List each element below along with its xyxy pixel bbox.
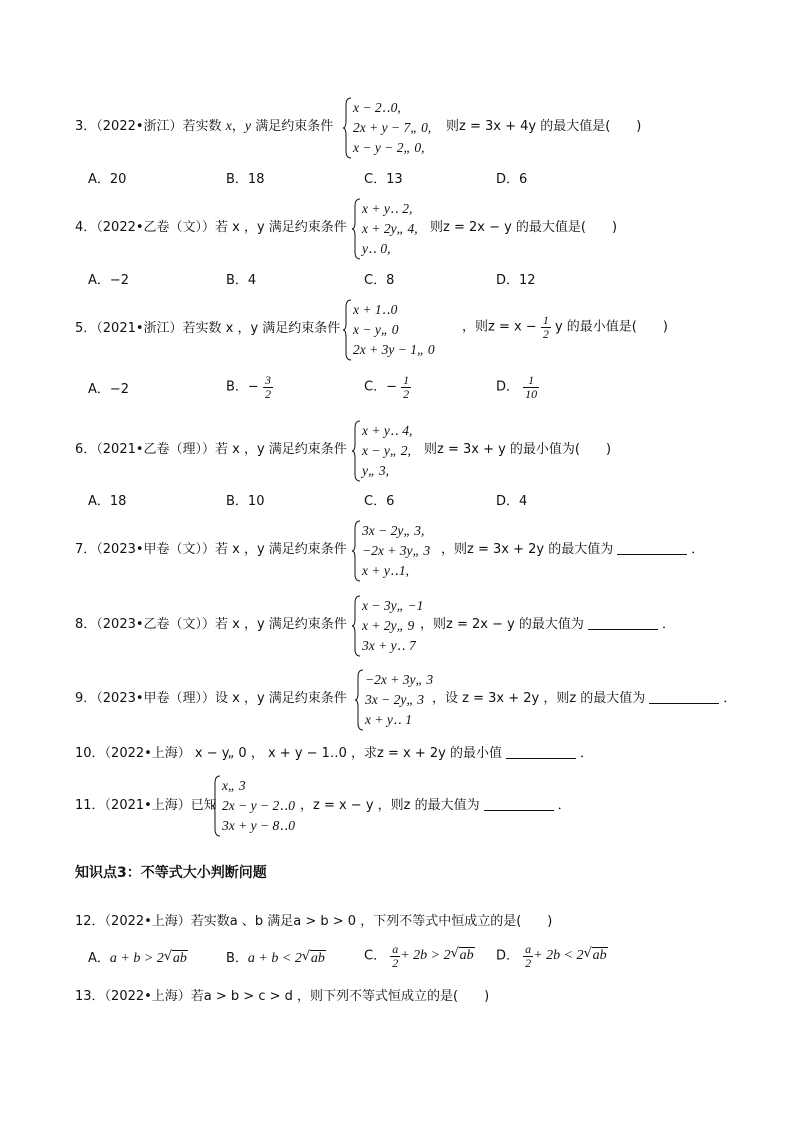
problem-7-question: ，则z = 3x + 2y 的最大值为 ． — [441, 542, 705, 557]
brace-icon — [343, 97, 353, 159]
problem-3-question: 则z = 3x + 4y 的最大值是( ) — [446, 119, 642, 134]
problem-4-question: 则z = 2x − y 的最大值是( ) — [430, 220, 618, 235]
problem-8-stem: 8．（2023•乙卷（文））若 x ，y 满足约束条件 — [75, 617, 347, 632]
problem-4-stem: 4．（2022•乙卷（文））若 x ，y 满足约束条件 — [75, 220, 347, 235]
option-c: C．8 — [364, 273, 395, 288]
brace-icon — [343, 299, 353, 361]
option-b: B．a + b < 2√ ab — [226, 952, 326, 966]
answer-blank[interactable] — [506, 758, 576, 759]
constraint-system-5: x + 1‥0 x − y„ 0 2x + 3y − 1„ 0 — [343, 299, 453, 361]
section-heading: 知识点3：不等式大小判断问题 — [75, 865, 267, 881]
option-b: B．− $\frac{3}{2}$ — [226, 373, 271, 401]
option-a: A．18 — [88, 494, 127, 509]
answer-blank[interactable] — [649, 703, 719, 704]
problem-5-question: ，则z = x − $\frac{1}{2}$ y 的最小值是( ) — [462, 313, 668, 341]
brace-icon — [212, 775, 222, 837]
problem-10-text: 10．（2022•上海） x − y„ 0 ， x + y − 1‥0 ，求z = x + 2y 的最小值 ． — [75, 746, 593, 761]
answer-blank[interactable] — [484, 810, 554, 811]
problem-9-question: ，设 z = 3x + 2y ，则z 的最大值为 ． — [432, 691, 737, 706]
option-a: A．−2 — [88, 273, 130, 288]
option-d: D．12 — [496, 273, 536, 288]
constraint-system-3: x − 2‥0, 2x + y − 7„ 0, x − y − 2„ 0, — [343, 97, 463, 159]
problem-8-question: ，则z = 2x − y 的最大值为 ． — [420, 617, 675, 632]
answer-blank[interactable] — [617, 554, 687, 555]
brace-icon — [355, 669, 365, 731]
option-b: B．10 — [226, 494, 265, 509]
option-b: B．4 — [226, 273, 257, 288]
option-c: C．6 — [364, 494, 395, 509]
fraction: $\frac{1}{2}$ — [542, 313, 549, 341]
problem-5-stem: 5．（2021•浙江）若实数 x ，y 满足约束条件 — [75, 321, 341, 336]
option-d: D． $\frac{a}{2}$ + 2b < 2√ ab — [496, 943, 608, 969]
brace-icon — [352, 198, 362, 260]
problem-12-stem: 12．（2022•上海）若实数a 、b 满足a > b > 0 ，下列不等式中恒成立的是( ) — [75, 914, 553, 929]
answer-blank[interactable] — [588, 629, 658, 630]
option-d: D． $\frac{1}{10}$ — [496, 373, 538, 401]
problem-6-question: 则z = 3x + y 的最小值为( ) — [424, 442, 612, 457]
problem-11-question: ，z = x − y ，则z 的最大值为 ． — [300, 798, 571, 813]
constraint-system-9: −2x + 3y„ 3 3x − 2y„ 3 x + y‥ 1 — [355, 669, 465, 731]
option-c: C．13 — [364, 172, 403, 187]
constraint-system-4: x + y‥ 2, x + 2y„ 4, y‥ 0, — [352, 198, 452, 260]
problem-7-stem: 7．（2023•甲卷（文））若 x ，y 满足约束条件 — [75, 542, 347, 557]
problem-13-stem: 13．（2022•上海）若a > b > c > d ，则下列不等式恒成立的是( ) — [75, 989, 490, 1004]
constraint-system-11: x„ 3 2x − y − 2‥0 3x + y − 8‥0 — [212, 775, 322, 837]
constraint-system-7: 3x − 2y„ 3, −2x + 3y„ 3 x + y‥1, — [352, 520, 462, 582]
constraint-system-6: x + y‥ 4, x − y„ 2, y„ 3, — [352, 420, 452, 482]
problem-9-stem: 9．（2023•甲卷（理））设 x ，y 满足约束条件 — [75, 691, 347, 706]
problem-11-stem: 11．（2021•上海）已知 — [75, 798, 217, 813]
option-b: B．18 — [226, 172, 265, 187]
option-c: C． $\frac{a}{2}$ + 2b > 2√ ab — [364, 943, 475, 969]
brace-icon — [352, 595, 362, 657]
constraint-system-8: x − 3y„ −1 x + 2y„ 9 3x + y‥ 7 — [352, 595, 462, 657]
option-c: C．− $\frac{1}{2}$ — [364, 373, 410, 401]
option-d: D．6 — [496, 172, 528, 187]
option-a: A．a + b > 2√ ab — [88, 952, 188, 966]
brace-icon — [352, 420, 362, 482]
problem-3-stem: 3．（2022•浙江）若实数 — [75, 119, 222, 134]
problem-6-stem: 6．（2021•乙卷（理））若 x ，y 满足约束条件 — [75, 442, 347, 457]
brace-icon — [352, 520, 362, 582]
option-a: A．−2 — [88, 382, 130, 397]
option-a: A．20 — [88, 172, 127, 187]
option-d: D．4 — [496, 494, 528, 509]
